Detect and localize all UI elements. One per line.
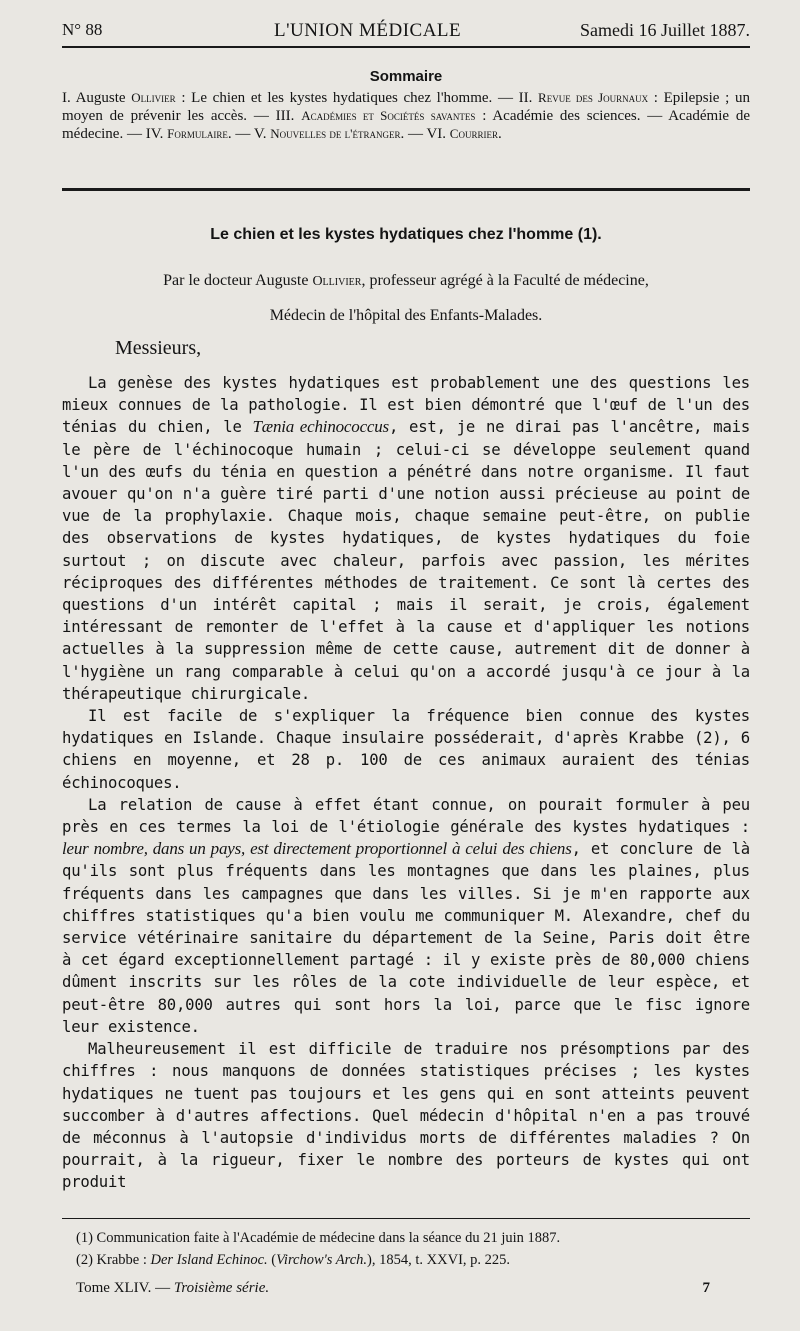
author-name: Ollivier bbox=[312, 274, 362, 289]
footnote-text: ( bbox=[267, 1252, 277, 1268]
citation-journal: Virchow's Arch. bbox=[276, 1252, 368, 1268]
issue-number: N° 88 bbox=[62, 20, 103, 39]
summary-section bbox=[62, 68, 750, 143]
summary-text: : Académie des sciences. — Académie de médecine. — IV. bbox=[62, 108, 750, 142]
summary-text: : Epilepsie ; un moyen de prévenir les accès. — III. bbox=[62, 90, 750, 124]
volume-info bbox=[76, 1280, 269, 1297]
page-footer bbox=[62, 1280, 750, 1302]
summary-text: . — V. bbox=[227, 126, 271, 142]
summary-section-name: Courrier bbox=[449, 126, 498, 141]
summary-body bbox=[62, 89, 750, 143]
paragraph bbox=[62, 1038, 750, 1193]
byline-affiliation: Médecin de l'hôpital des Enfants-Malades. bbox=[269, 307, 543, 324]
summary-text: I. Auguste bbox=[62, 90, 132, 106]
paragraph bbox=[62, 794, 750, 1038]
article-byline bbox=[62, 264, 750, 333]
page-header bbox=[62, 14, 750, 42]
summary-title: Sommaire bbox=[369, 68, 443, 85]
salutation: Messieurs, bbox=[115, 337, 202, 359]
volume-text: Tome XLIV. — bbox=[76, 1280, 174, 1296]
paragraph-text: Il est facile de s'expliquer la fréquence bien connue des kystes hydatiques en Islande. Chaque insulaire posséderait, d'après Krabbe (2), 6 chiens en moyenne, et 28 p. 100 de ces animaux auraient des ténias échinocoques. bbox=[62, 707, 750, 792]
summary-rule bbox=[62, 188, 750, 191]
summary-text: . bbox=[497, 126, 502, 142]
paragraph bbox=[62, 372, 750, 705]
byline-text: Par le docteur Auguste bbox=[163, 272, 313, 289]
footnotes bbox=[62, 1227, 750, 1271]
summary-text: : Le chien et les kystes hydatiques chez l'homme. — II. bbox=[175, 90, 539, 106]
article-body bbox=[62, 372, 750, 1194]
paragraph-text: La genèse des kystes hydatiques est probablement une des questions les mieux connues de la pathologie. Il est bien démontré que l'œuf de l'un des ténias du chien, le bbox=[62, 374, 750, 437]
summary-text: . — VI. bbox=[400, 126, 450, 142]
paragraph-text: La relation de cause à effet étant connue, on pourait formuler à peu près en ces termes la loi de l'étiologie générale des kystes hydatiques : bbox=[62, 795, 750, 837]
byline-author bbox=[62, 264, 750, 299]
footnote-1: (1) Communication faite à l'Académie de médecine dans la séance du 21 juin 1887. bbox=[76, 1230, 561, 1246]
species-name: Tænia echinococcus bbox=[252, 417, 389, 437]
summary-section-name: Revue des Journaux bbox=[538, 90, 649, 105]
article-title: Le chien et les kystes hydatiques chez l'homme (1). bbox=[210, 226, 602, 243]
paragraph-text: , et conclure de là qu'ils sont plus fréquents dans les montagnes que dans les plaines, plus fréquents dans les campagnes que dans les villes. Si je m'en rapporte aux chiffres statistiques qu'a bien voulu me communiquer M. Alexandre, chef du service vétérinaire sanitaire du département de la Seine, Paris doit être à cet égard exceptionnellement partagé : il y existe près de 80,000 chiens dûment inscrits sur les rôles de la cote individuelle de leur espèce, et peut-être 80,000 autres qui sont hors la loi, parce que le fisc ignore leur existence. bbox=[62, 840, 750, 1036]
citation-title: Der Island Echinoc. bbox=[150, 1252, 268, 1268]
page-number: 7 bbox=[702, 1280, 710, 1296]
summary-section-name: Académies et Sociétés savantes bbox=[301, 108, 476, 123]
issue-date: Samedi 16 Juillet 1887. bbox=[580, 20, 750, 40]
summary-section-name: Formulaire bbox=[167, 126, 228, 141]
paragraph bbox=[62, 705, 750, 794]
footnote-text: ), 1854, t. XXVI, p. 225. bbox=[367, 1252, 511, 1268]
header-rule bbox=[62, 46, 750, 48]
byline-text: , professeur agrégé à la Faculté de médecine, bbox=[361, 272, 649, 289]
emphasis-text: leur nombre, dans un pays, est directement proportionnel à celui des chiens bbox=[62, 839, 572, 859]
summary-section-name: Nouvelles de l'étranger bbox=[270, 126, 401, 141]
footnote-text: (2) Krabbe : bbox=[76, 1252, 151, 1268]
paragraph-text: , est, je ne dirai pas l'ancêtre, mais le père de l'échinocoque humain ; celui-ci se développe seulement quand l'un des œufs du ténia en question a pénétré dans notre organisme. Il faut avouer qu'on n'a guère tiré parti d'une notion aussi précieuse au point de vue de la prophylaxie. Chaque mois, chaque semaine peut-être, on publie des observations de kystes hydatiques, de kystes hydatiques du foie surtout ; on discute avec chaleur, parfois avec passion, les mérites réciproques des différentes méthodes de traitement. Ce sont là certes des questions d'un intérêt capital ; mais il serait, je crois, également intéressant de remonter de l'effet à la cause et d'appliquer les notions actuelles à la suppression même de cette cause, autrement dit de donner à l'hygiène un rang comparable à celui qu'on a accordé jusqu'à ce jour à la thérapeutique chirurgicale. bbox=[62, 418, 751, 703]
footnote-rule bbox=[62, 1218, 750, 1219]
summary-author: Ollivier bbox=[131, 90, 176, 105]
journal-title: L'UNION MÉDICALE bbox=[274, 20, 462, 41]
series-text: Troisième série. bbox=[173, 1280, 270, 1296]
paragraph-text: Malheureusement il est difficile de traduire nos présomptions par des chiffres : nous manquons de données statistiques précises ; les kystes hydatiques ne tuent pas toujours et les gens qui en sont atteints peuvent succomber à d'autres affections. Quel médecin d'hôpital n'en a pas trouvé de méconnus à l'autopsie d'individus morts de différentes maladies ? On pourrait, à la rigueur, fixer le nombre des porteurs de kystes qui ont produit bbox=[62, 1040, 750, 1192]
footnote-2 bbox=[62, 1249, 750, 1271]
